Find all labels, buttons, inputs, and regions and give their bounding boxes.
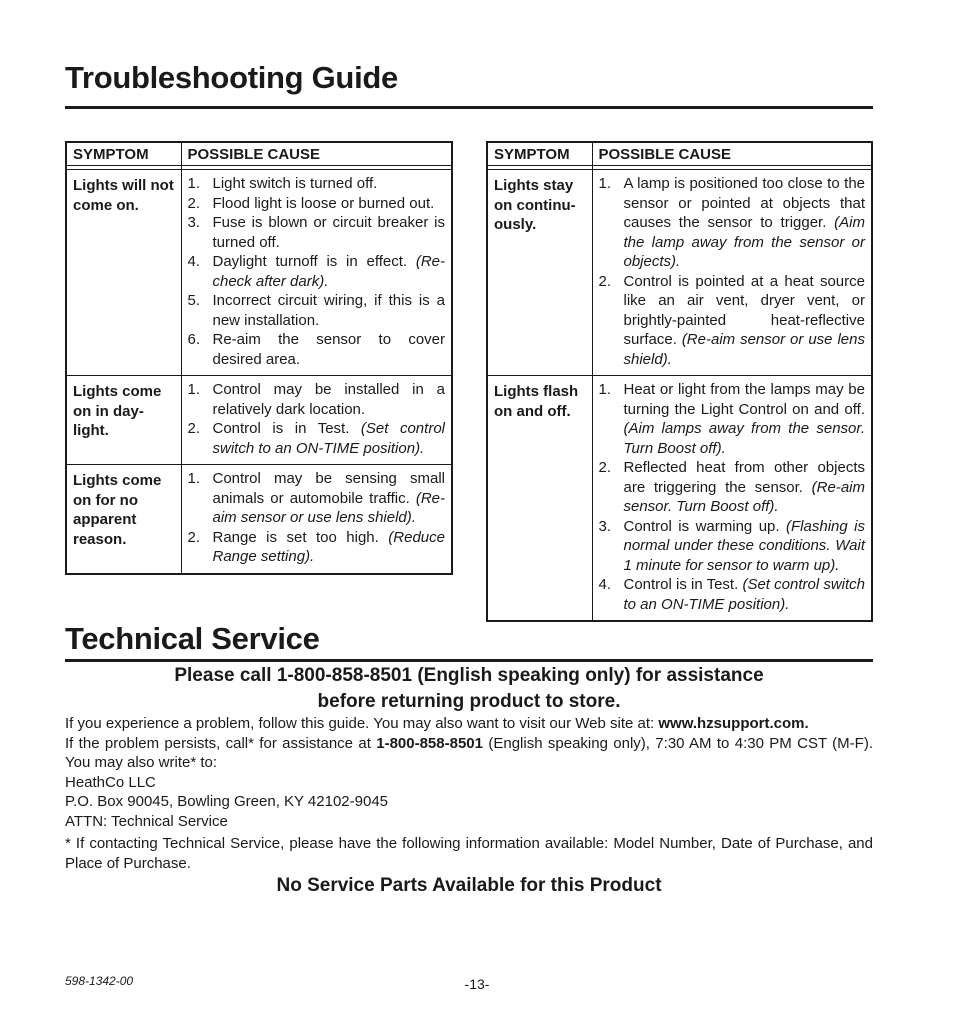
- troubleshooting-rule: [65, 106, 873, 109]
- list-item: [188, 291, 446, 330]
- symptom-header: SYMPTOM: [487, 142, 592, 166]
- list-item: [188, 419, 446, 458]
- cause-cell: [181, 465, 452, 574]
- cause-cell: [592, 170, 872, 376]
- technical-service-rule: [65, 659, 873, 662]
- cause-text: Control is pointed at a heat source like an air vent, dryer vent, or brightly-painted heat-reflective surface.: [623, 272, 865, 348]
- cause-text-wrap: [624, 380, 866, 458]
- cause-number: 1.: [598, 381, 612, 398]
- list-item: [599, 380, 866, 458]
- persist-post-text: (English speaking only), 7:30 AM to 4:30 PM CST (M-F). You may also write* to:: [65, 734, 873, 771]
- cause-number: 2.: [187, 528, 201, 546]
- list-item: [188, 194, 446, 214]
- list-item: [188, 469, 446, 528]
- cause-note: (Set control switch to an ON-TIME position).: [212, 420, 445, 457]
- callout-line-2: before returning product to store.: [317, 691, 621, 712]
- cause-text: Control may be sensing small animals or automobile traffic.: [212, 470, 445, 507]
- cause-number: 6.: [187, 331, 201, 348]
- list-item: [599, 575, 866, 614]
- symptom-header: SYMPTOM: [66, 142, 181, 166]
- page-number: -13-: [464, 976, 490, 992]
- cause-note: (Flashing is normal under these conditions. Wait 1 minute for sensor to warm up).: [623, 517, 865, 574]
- cause-number: 1.: [598, 175, 612, 192]
- left-table-body: [66, 170, 452, 574]
- cause-list: [599, 174, 866, 369]
- service-body: [65, 714, 873, 873]
- cause-text-wrap: [213, 174, 446, 194]
- list-item: [188, 330, 446, 369]
- persist-paragraph: [65, 734, 873, 773]
- cause-number: 4.: [187, 253, 201, 270]
- address-line-1: HeathCo LLC: [65, 773, 156, 791]
- cause-text-wrap: [213, 469, 446, 528]
- technical-service-title: Technical Service: [65, 621, 320, 656]
- address-line-2: P.O. Box 90045, Bowling Green, KY 42102-9045: [65, 793, 389, 810]
- cause-text-wrap: [624, 272, 866, 370]
- cause-text-wrap: [624, 575, 866, 614]
- list-item: [188, 213, 446, 252]
- cause-text: Light switch is turned off.: [212, 175, 378, 192]
- table-row: [66, 376, 452, 465]
- no-service-parts: No Service Parts Available for this Product: [276, 875, 662, 896]
- doc-number: 598-1342-00: [65, 974, 134, 988]
- cause-note: (Reduce Range setting).: [212, 528, 445, 565]
- website-link[interactable]: www.hzsupport.com.: [658, 715, 809, 732]
- cause-note: (Set control switch to an ON-TIME position).: [623, 576, 865, 613]
- cause-text: Control is in Test.: [623, 576, 743, 593]
- cause-note: (Aim lamps away from the sensor. Turn Boost off).: [623, 420, 865, 457]
- cause-number: 2.: [598, 459, 612, 476]
- symptom-cell: Lights come on in day-light.: [66, 376, 181, 465]
- symptom-cell: Lights flash on and off.: [487, 376, 592, 622]
- right-table-body: [487, 170, 872, 622]
- cause-text: Control is in Test.: [212, 420, 361, 437]
- cause-number: 1.: [187, 381, 201, 398]
- cause-text: Heat or light from the lamps may be turning the Light Control on and off.: [623, 381, 865, 418]
- cause-text: Flood light is loose or burned out.: [212, 194, 435, 212]
- troubleshooting-table-right: [486, 141, 873, 622]
- callout-line-1: Please call 1-800-858-8501 (English speaking only) for assistance: [174, 665, 764, 686]
- troubleshooting-title: Troubleshooting Guide: [65, 60, 398, 95]
- cause-cell: [181, 170, 452, 376]
- cause-note: (Aim the lamp away from the sensor or objects).: [623, 214, 865, 270]
- phone-number: 1-800-858-8501: [376, 734, 483, 752]
- list-item: [599, 458, 866, 517]
- cause-list: [188, 174, 446, 369]
- cause-note: (Re-aim sensor. Turn Boost off).: [623, 478, 865, 515]
- cause-text: Control is warming up.: [623, 517, 787, 535]
- cause-number: 2.: [598, 272, 612, 290]
- cause-text: A lamp is positioned too close to the sensor or pointed at objects that causes the sensor to trigger.: [623, 175, 865, 231]
- cause-cell: [592, 376, 872, 622]
- cause-text-wrap: [213, 330, 446, 369]
- symptom-cell: Lights come on for no apparent reason.: [66, 465, 181, 574]
- symptom-cell: Lights stay on continu-ously.: [487, 170, 592, 376]
- table-row: [487, 170, 872, 376]
- table-row: [66, 465, 452, 574]
- cause-text-wrap: [213, 528, 446, 567]
- cause-list: [188, 380, 446, 458]
- cause-text-wrap: [213, 380, 446, 419]
- list-item: [599, 174, 866, 272]
- cause-text: Range is set too high.: [212, 528, 389, 546]
- list-item: [188, 528, 446, 567]
- cause-text-wrap: [213, 252, 446, 291]
- symptom-cell: Lights will not come on.: [66, 170, 181, 376]
- cause-header: POSSIBLE CAUSE: [181, 142, 452, 166]
- cause-text: Incorrect circuit wiring, if this is a new installation.: [212, 292, 445, 329]
- cause-text: Daylight turnoff is in effect.: [212, 253, 416, 270]
- cause-list: [188, 469, 446, 567]
- table-row: [66, 170, 452, 376]
- footnote: * If contacting Technical Service, please have the following information available: Model Number, Date of Purchase, and Place of Purchase.: [65, 835, 873, 872]
- cause-note: (Re-aim sensor or use lens shield).: [623, 331, 865, 368]
- cause-text: Control may be installed in a relatively dark location.: [212, 381, 445, 418]
- cause-text: Fuse is blown or circuit breaker is turned off.: [212, 214, 445, 251]
- list-item: [188, 252, 446, 291]
- list-item: [188, 174, 446, 194]
- cause-text: Reflected heat from other objects are triggering the sensor.: [623, 459, 865, 496]
- cause-cell: [181, 376, 452, 465]
- cause-text-wrap: [213, 213, 446, 252]
- cause-note: (Re-check after dark).: [212, 253, 445, 290]
- cause-text-wrap: [624, 517, 866, 576]
- cause-note: (Re-aim sensor or use lens shield).: [212, 489, 445, 526]
- cause-list: [599, 380, 866, 614]
- intro-paragraph: [65, 714, 873, 734]
- troubleshooting-table-left: [65, 141, 453, 575]
- cause-number: 1.: [187, 470, 201, 487]
- cause-number: 3.: [187, 214, 201, 231]
- table-row: [487, 376, 872, 622]
- cause-text-wrap: [624, 458, 866, 517]
- cause-text: Re-aim the sensor to cover desired area.: [212, 331, 445, 368]
- cause-text-wrap: [213, 194, 446, 214]
- list-item: [599, 517, 866, 576]
- cause-number: 3.: [598, 517, 612, 535]
- cause-text-wrap: [624, 174, 866, 272]
- cause-number: 4.: [598, 576, 612, 593]
- address-line-3: ATTN: Technical Service: [65, 812, 228, 830]
- intro-text: If you experience a problem, follow this guide. You may also want to visit our Web site at:: [65, 715, 659, 732]
- list-item: [188, 380, 446, 419]
- cause-header: POSSIBLE CAUSE: [592, 142, 872, 166]
- list-item: [599, 272, 866, 370]
- cause-number: 5.: [187, 292, 201, 309]
- cause-text-wrap: [213, 291, 446, 330]
- persist-pre-text: If the problem persists, call* for assistance at: [65, 734, 377, 752]
- cause-number: 2.: [187, 420, 201, 437]
- cause-number: 2.: [187, 194, 201, 212]
- cause-text-wrap: [213, 419, 446, 458]
- cause-number: 1.: [187, 175, 201, 192]
